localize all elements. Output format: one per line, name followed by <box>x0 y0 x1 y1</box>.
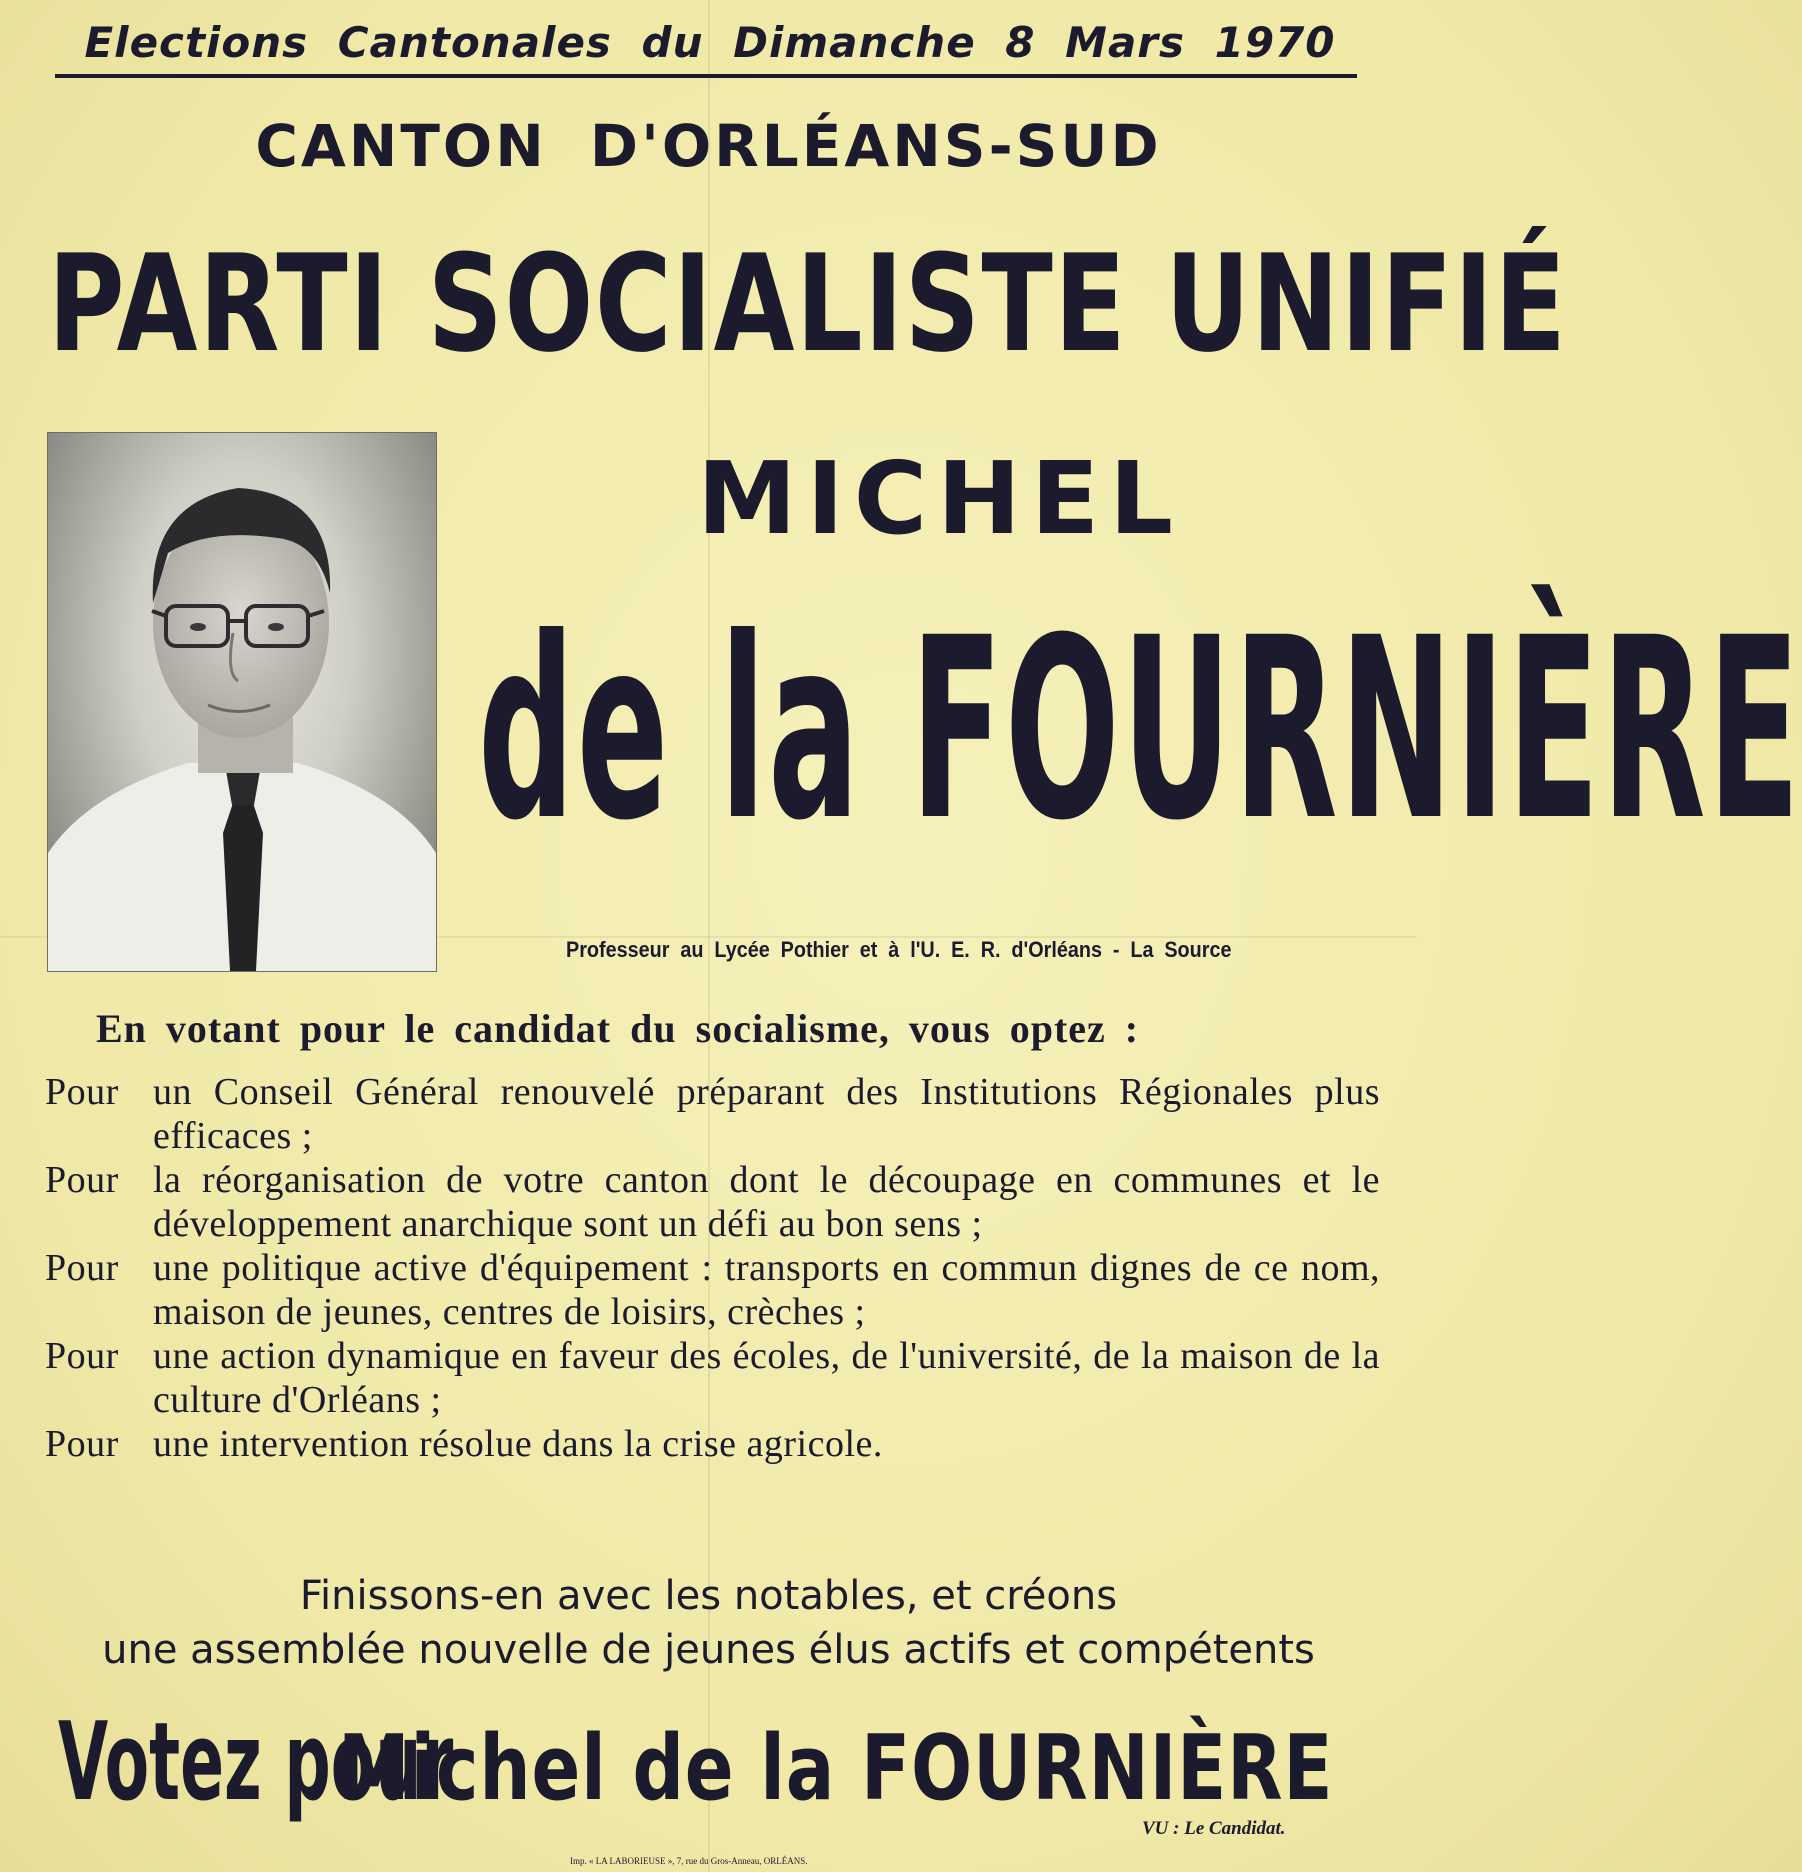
program-list <box>45 1070 1380 1466</box>
program-item-text: un Conseil Général renouvelé préparant des Institutions Régionales plus efficaces ; <box>153 1071 1380 1157</box>
program-item-text: une action dynamique en faveur des écoles, de l'université, de la maison de la culture d'Orléans ; <box>153 1335 1380 1421</box>
election-date-line: Elections Cantonales du Dimanche 8 Mars 1970 <box>84 18 1336 67</box>
program-item <box>45 1334 1380 1422</box>
closing-line-2: une assemblée nouvelle de jeunes élus actifs et compétents <box>102 1627 1315 1673</box>
program-item <box>45 1246 1380 1334</box>
program-item-text: la réorganisation de votre canton dont le découpage en communes et le développement anarchique sont un défi au bon sens ; <box>153 1159 1380 1245</box>
program-item-lead: Pour <box>45 1159 119 1201</box>
program-item-text: une intervention résolue dans la crise agricole. <box>153 1423 883 1465</box>
program-item-lead: Pour <box>45 1247 119 1289</box>
vote-candidate-name: Michel de la FOURNIÈRE <box>338 1716 1334 1821</box>
candidate-surname: de la FOURNIÈRE <box>478 584 1802 875</box>
program-intro: En votant pour le candidat du socialisme, vous optez : <box>96 1006 1140 1051</box>
header-underline <box>55 74 1357 78</box>
printer-imprint: Imp. « LA LABORIEUSE », 7, rue du Gros-Anneau, ORLÉANS. <box>570 1856 808 1866</box>
program-item-lead: Pour <box>45 1335 119 1377</box>
closing-line-1: Finissons-en avec les notables, et créons <box>299 1573 1118 1619</box>
vote-prefix: Votez pour <box>58 1700 454 1825</box>
candidate-signature-note: VU : Le Candidat. <box>1142 1818 1286 1839</box>
program-item-text: une politique active d'équipement : transports en commun dignes de ce nom, maison de jeunes, centres de loisirs, crèches ; <box>153 1247 1380 1333</box>
program-item <box>45 1158 1380 1246</box>
program-item <box>45 1422 1380 1466</box>
canton-title: CANTON D'ORLÉANS-SUD <box>255 112 1162 180</box>
candidate-first-name: MICHEL <box>697 440 1183 557</box>
program-item-lead: Pour <box>45 1423 119 1465</box>
program-item-lead: Pour <box>45 1071 119 1113</box>
party-name: PARTI SOCIALISTE UNIFIÉ <box>48 226 1568 382</box>
candidate-portrait <box>47 432 437 972</box>
candidate-profession: Professeur au Lycée Pothier et à l'U. E. R. d'Orléans - La Source <box>566 937 1232 962</box>
program-item <box>45 1070 1380 1158</box>
vote-slogan <box>58 1700 1388 1830</box>
